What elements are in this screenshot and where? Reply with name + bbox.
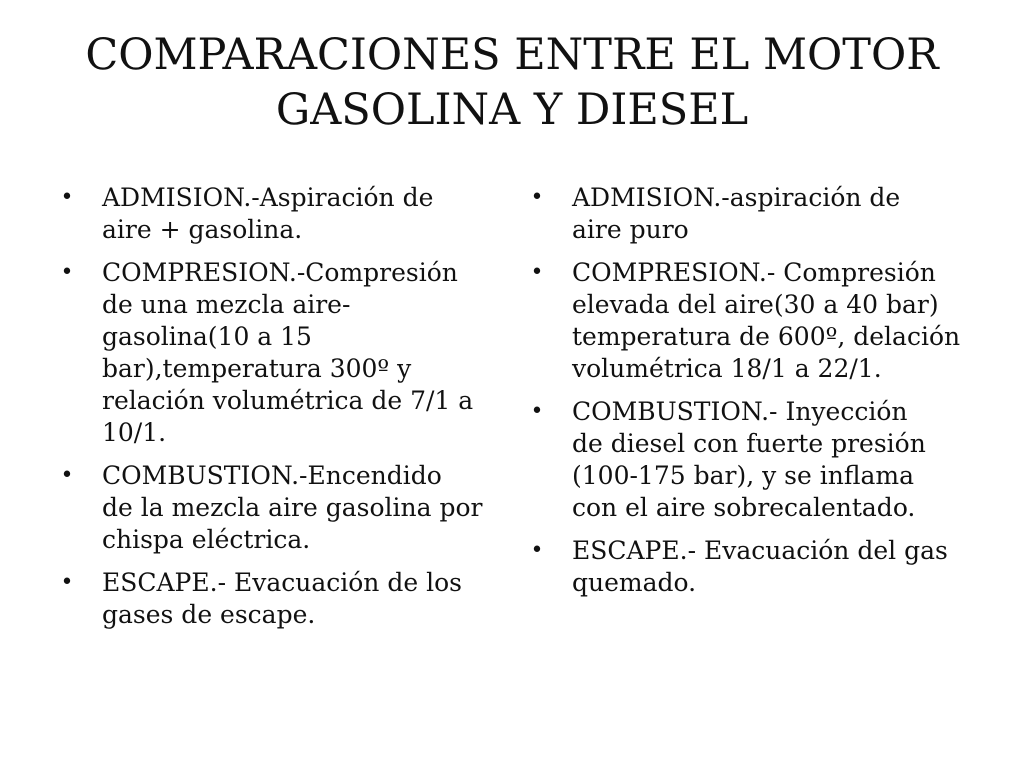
gasoline-column <box>60 182 490 642</box>
diesel-item-2 <box>530 257 970 385</box>
bullet-line: chispa eléctrica. <box>102 525 311 554</box>
bullet-text <box>572 182 970 246</box>
bullet-line: volumétrica 18/1 a 22/1. <box>572 354 882 383</box>
bullet-text <box>102 257 490 449</box>
bullet-text <box>102 182 490 246</box>
bullet-icon: • <box>60 570 74 595</box>
bullet-line: ESCAPE.- Evacuación de los <box>102 568 462 597</box>
bullet-line: quemado. <box>572 568 697 597</box>
title-line-1: COMPARACIONES ENTRE EL MOTOR <box>85 30 939 80</box>
diesel-item-4 <box>530 535 970 599</box>
bullet-line: de diesel con fuerte presión <box>572 429 926 458</box>
bullet-text <box>102 567 490 631</box>
bullet-line: elevada del aire(30 a 40 bar) <box>572 290 939 319</box>
bullet-line: COMPRESION.-Compresión <box>102 258 458 287</box>
diesel-column <box>530 182 970 610</box>
bullet-icon: • <box>530 185 544 210</box>
bullet-text <box>572 257 970 385</box>
bullet-line: con el aire sobrecalentado. <box>572 493 916 522</box>
bullet-icon: • <box>60 185 74 210</box>
bullet-line: de una mezcla aire- <box>102 290 351 319</box>
bullet-line: gases de escape. <box>102 600 316 629</box>
bullet-line: 10/1. <box>102 418 167 447</box>
bullet-line: ADMISION.-aspiración de <box>572 183 901 212</box>
gasoline-item-1 <box>60 182 490 246</box>
bullet-line: (100-175 bar), y se inflama <box>572 461 915 490</box>
bullet-line: temperatura de 600º, delación <box>572 322 961 351</box>
bullet-icon: • <box>530 538 544 563</box>
bullet-line: relación volumétrica de 7/1 a <box>102 386 474 415</box>
bullet-icon: • <box>530 260 544 285</box>
bullet-line: COMBUSTION.-Encendido <box>102 461 442 490</box>
title-line-2: GASOLINA Y DIESEL <box>275 85 749 135</box>
bullet-line: ADMISION.-Aspiración de <box>102 183 434 212</box>
bullet-line: gasolina(10 a 15 <box>102 322 312 351</box>
diesel-item-3 <box>530 396 970 524</box>
gasoline-item-2 <box>60 257 490 449</box>
page-title <box>40 28 984 138</box>
bullet-line: COMPRESION.- Compresión <box>572 258 936 287</box>
diesel-item-1 <box>530 182 970 246</box>
bullet-icon: • <box>530 399 544 424</box>
bullet-icon: • <box>60 260 74 285</box>
bullet-line: bar),temperatura 300º y <box>102 354 412 383</box>
bullet-text <box>102 460 490 556</box>
gasoline-item-3 <box>60 460 490 556</box>
bullet-text <box>572 535 970 599</box>
gasoline-item-4 <box>60 567 490 631</box>
bullet-line: ESCAPE.- Evacuación del gas <box>572 536 948 565</box>
bullet-line: aire + gasolina. <box>102 215 303 244</box>
bullet-icon: • <box>60 463 74 488</box>
bullet-line: de la mezcla aire gasolina por <box>102 493 483 522</box>
bullet-line: COMBUSTION.- Inyección <box>572 397 908 426</box>
bullet-text <box>572 396 970 524</box>
bullet-line: aire puro <box>572 215 689 244</box>
